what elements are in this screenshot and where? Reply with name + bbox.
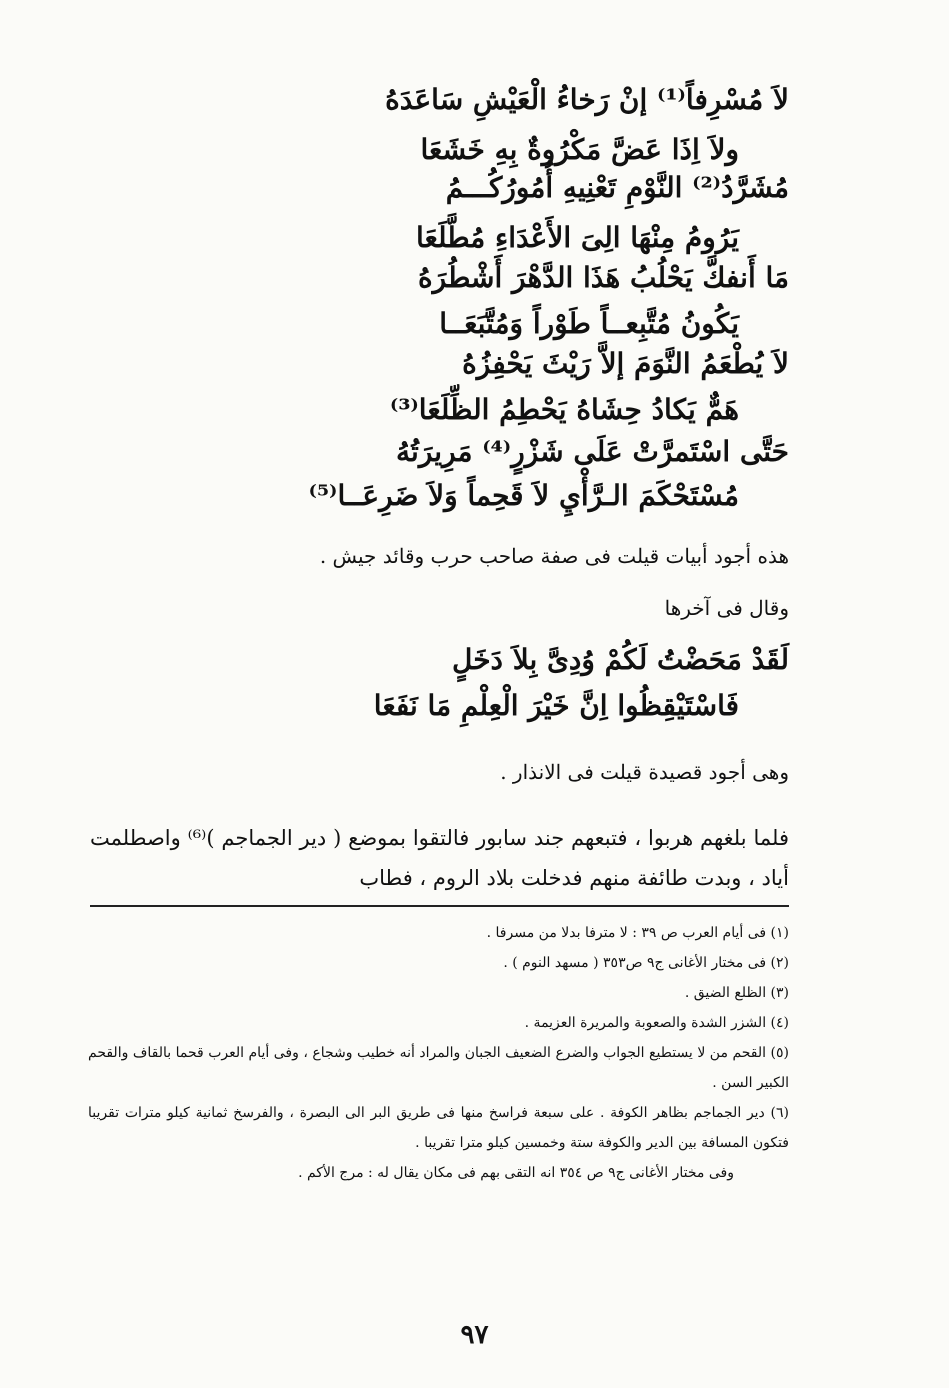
verse-2-hemistich-1: مُشَرَّدُ⁽²⁾ النَّوْمِ تَعْنِيهِ أُمُورُكُـــمُ (445, 171, 789, 204)
footnote-4: (٤) الشزر الشدة والصعوبة والمريرة العزيمة . (524, 1015, 789, 1031)
footnote-6-continuation: وفى مختار الأغانى ج٩ ص ٣٥٤ انه التقى بهم فى مكان يقال له : مرج الأكم . (298, 1165, 734, 1181)
verse-5-hemistich-1: حَتَّى اسْتَمرَّتْ عَلَى شَزْرٍ⁽⁴⁾ مَرِيرَتُهُ (396, 435, 789, 468)
comment-best-verses: هذه أجود أبيات قيلت فى صفة صاحب حرب وقائد جيش . (319, 544, 789, 568)
footnote-1: (١) فى أيام العرب ص ٣٩ : لا مترفا بدلا من مسرفا . (486, 925, 789, 941)
verse-1-hemistich-1: لاَ مُسْرِفاً⁽¹⁾ إنْ رَخاءُ الْعَيْشِ سَاعَدَهُ (385, 83, 789, 116)
page-number: ٩٧ (460, 1320, 489, 1350)
footnotes (88, 918, 789, 1188)
footnote-5: (٥) القحم من لا يستطيع الجواب والضرع الضعيف الجبان والمراد أنه خطيب وشجاع ، وفى أيام العرب قحما بالقاف والقحم الكبير السن . (88, 1045, 789, 1091)
footnote-separator (90, 905, 789, 907)
footnote-3: (٣) الظلع الضيق . (684, 985, 789, 1001)
verse-4-hemistich-2: هَمٌّ يَكادُ حِشَاهُ يَحْطِمُ الظِّلَعَا⁽³⁾ (389, 393, 739, 426)
verse-2-hemistich-2: يَرُومُ مِنْهَا الِىَ الأَعْدَاءِ مُطَّلَعَا (416, 221, 739, 254)
verse-5-hemistich-2: مُسْتَحْكَمَ الـرَّأْيِ لاَ قَحِماً وَلاَ ضَرِعَــا⁽⁵⁾ (308, 479, 739, 512)
footnote-6: (٦) دير الجماجم بظاهر الكوفة . على سبعة فراسخ منها فى طريق البر الى البصرة ، والفرسخ ثمانية كيلو مترات تقريبا فتكون المسافة بين الدير والكوفة ستة وخمسين كيلو مترا تقريبا . (88, 1105, 789, 1151)
verse-3-hemistich-1: مَا أَنفكَّ يَحْلُبُ هَذَا الدَّهْرَ أَشْطُرَهُ (417, 261, 789, 294)
footnote-2: (٢) فى مختار الأغانى ج٩ ص٣٥٣ ( مسهد النوم ) . (503, 955, 789, 971)
verse-3-hemistich-2: يَكُونُ مُتَّبِعــاً طَوْراً وَمُتَّبَعَــا (439, 307, 739, 340)
verse-1-hemistich-2: ولاَ اِذَا عَضَّ مَكْرُوةٌ بِهِ خَشَعَا (420, 133, 739, 166)
verse-4-hemistich-1: لاَ يُطْعَمُ النَّوَمَ إلاَّ رَيْثَ يَحْفِزُهُ (462, 347, 789, 380)
final-verse-hemistich-2: فَاسْتَيْقِظُوا اِنَّ خَيْرَ الْعِلْمِ مَا نَفَعَا (373, 689, 739, 722)
comment-best-poem: وهى أجود قصيدة قيلت فى الانذار . (500, 760, 789, 784)
comment-said-at-end: وقال فى آخرها (664, 596, 789, 620)
final-verse-hemistich-1: لَقَدْ مَحَضْتُ لَكُمْ وُدِىَّ بِلاَ دَخَلٍ (452, 643, 789, 676)
body-paragraph: فلما بلغهم هربوا ، فتبعهم جند سابور فالتقوا بموضع ( دير الجماجم )⁽⁶⁾ واصطلمت أياد ، وبدت طائفة منهم فدخلت بلاد الروم ، فطاب (90, 826, 789, 890)
